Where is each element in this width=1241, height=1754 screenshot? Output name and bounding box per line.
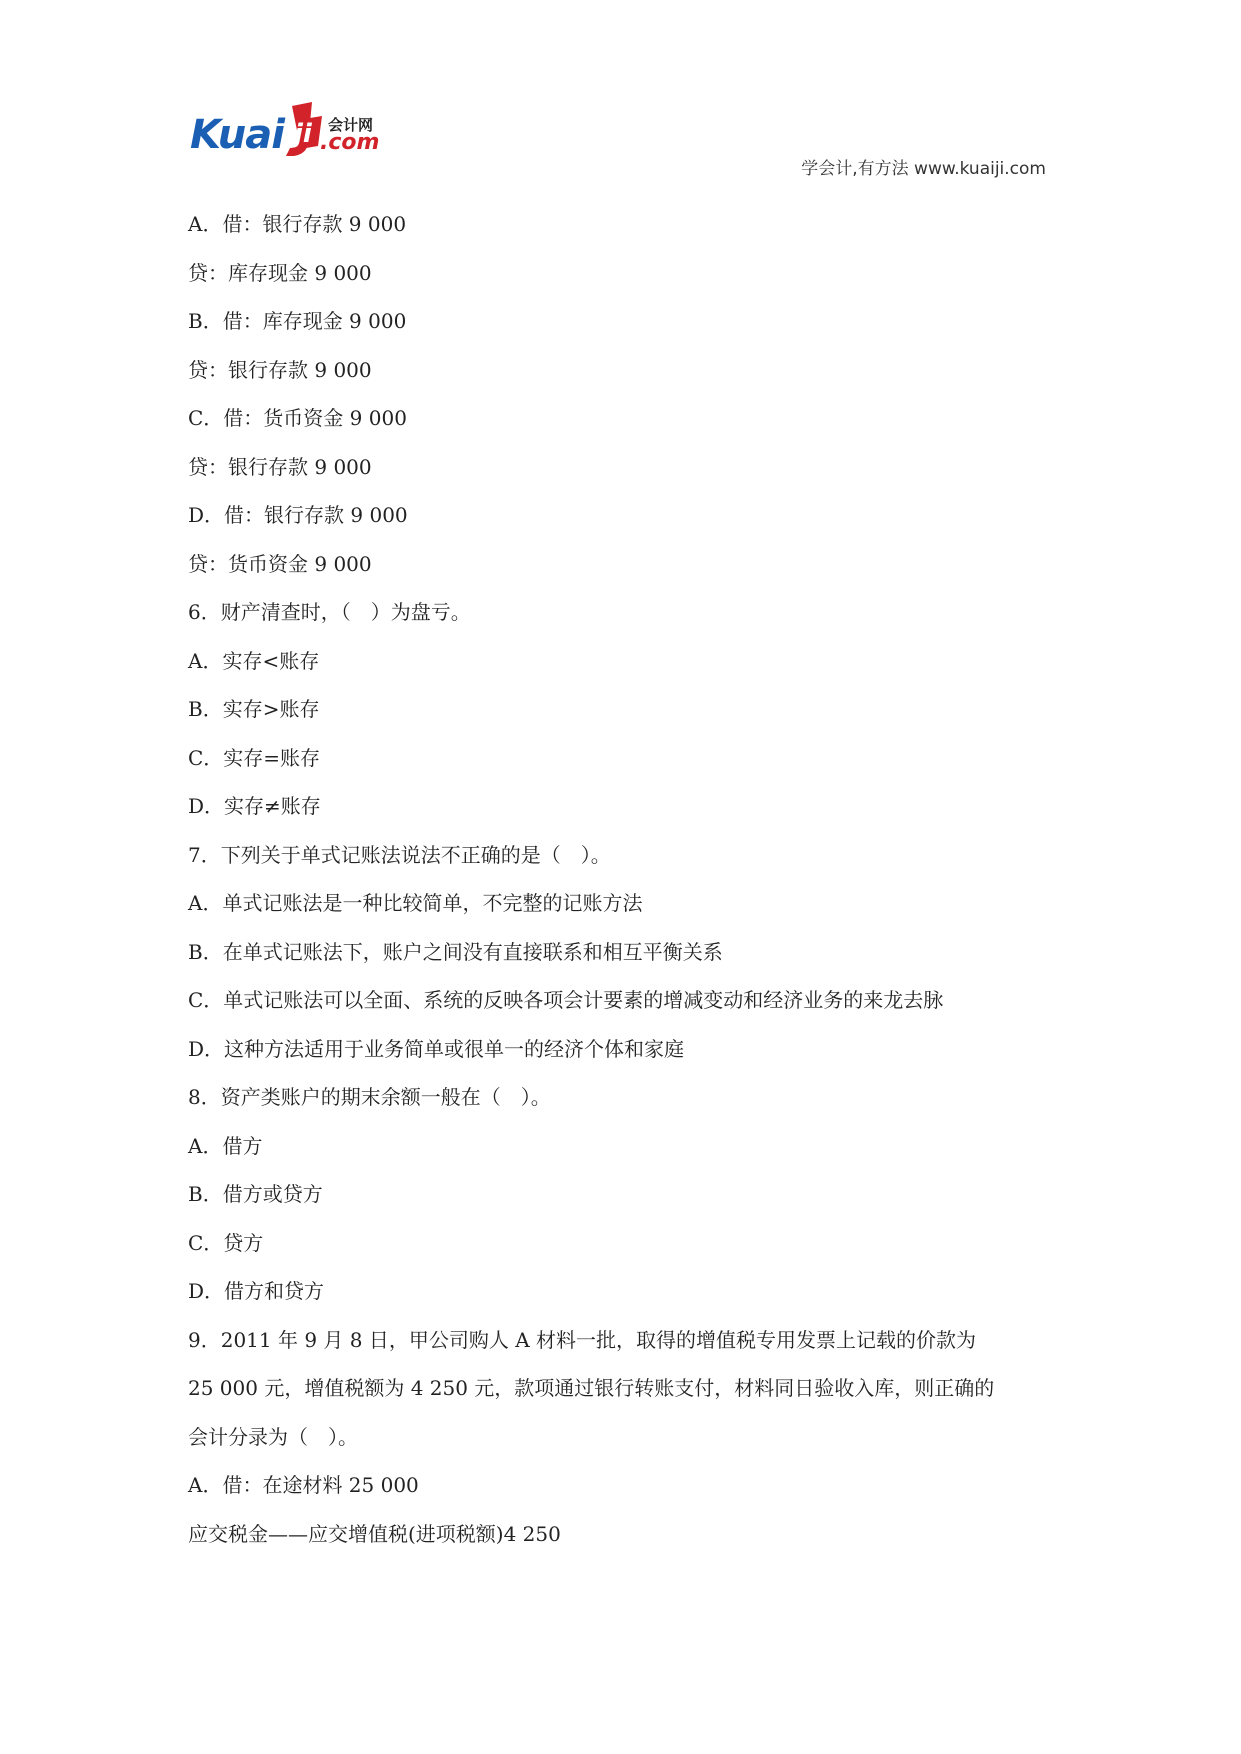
text-line: 贷：银行存款 9 000 bbox=[188, 357, 372, 382]
option-line: A．实存<账存 bbox=[188, 648, 320, 673]
svg-text:ji: ji bbox=[294, 119, 312, 149]
question-7: 7．下列关于单式记账法说法不正确的是（ ）。 bbox=[188, 842, 611, 867]
text-line: 应交税金——应交增值税(进项税额)4 250 bbox=[188, 1521, 561, 1546]
option-line: C．实存=账存 bbox=[188, 745, 321, 770]
site-tagline: 学会计,有方法 www.kuaiji.com bbox=[801, 159, 1046, 179]
option-line: A．借：在途材料 25 000 bbox=[188, 1473, 419, 1497]
option-line: A．单式记账法是一种比较简单，不完整的记账方法 bbox=[188, 891, 643, 915]
page-header bbox=[0, 0, 1241, 190]
option-line: D．这种方法适用于业务简单或很单一的经济个体和家庭 bbox=[188, 1036, 685, 1061]
option-line: B．借方或贷方 bbox=[188, 1182, 323, 1206]
logo-com-text: .com bbox=[320, 130, 380, 155]
option-line: D．借方和贷方 bbox=[188, 1279, 325, 1303]
option-line: B．在单式记账法下，账户之间没有直接联系和相互平衡关系 bbox=[188, 939, 723, 964]
text-line: 贷：库存现金 9 000 bbox=[188, 260, 372, 285]
text-line: A．借：银行存款 9 000 bbox=[188, 212, 407, 236]
option-line: C．贷方 bbox=[188, 1230, 264, 1255]
option-line: C．单式记账法可以全面、系统的反映各项会计要素的增减变动和经济业务的来龙去脉 bbox=[188, 988, 944, 1012]
question-6: 6．财产清查时，（ ）为盘亏。 bbox=[188, 600, 471, 624]
text-line: D．借：银行存款 9 000 bbox=[188, 503, 408, 527]
logo-wordmark: Kuai bbox=[190, 112, 284, 158]
text-line: B．借：库存现金 9 000 bbox=[188, 309, 407, 333]
kuaiji-logo[interactable] bbox=[190, 100, 400, 162]
option-line: B．实存>账存 bbox=[188, 697, 320, 721]
logo-cn-text: 会计网 bbox=[328, 116, 374, 134]
question-9: 9．2011 年 9 月 8 日，甲公司购人 A 材料一批，取得的增值税专用发票上记载的价款为 bbox=[188, 1327, 977, 1352]
text-line: C．借：货币资金 9 000 bbox=[188, 406, 407, 430]
question-9-cont: 会计分录为（ ）。 bbox=[188, 1424, 358, 1449]
text-line: 贷：货币资金 9 000 bbox=[188, 551, 372, 576]
document-body bbox=[188, 208, 1068, 1566]
question-8: 8．资产类账户的期末余额一般在（ ）。 bbox=[188, 1085, 551, 1109]
option-line: A．借方 bbox=[188, 1133, 263, 1158]
question-9-cont: 25 000 元，增值税额为 4 250 元，款项通过银行转账支付，材料同日验收入库，则正确的 bbox=[188, 1376, 995, 1400]
option-line: D．实存≠账存 bbox=[188, 794, 321, 818]
text-line: 贷：银行存款 9 000 bbox=[188, 454, 372, 479]
